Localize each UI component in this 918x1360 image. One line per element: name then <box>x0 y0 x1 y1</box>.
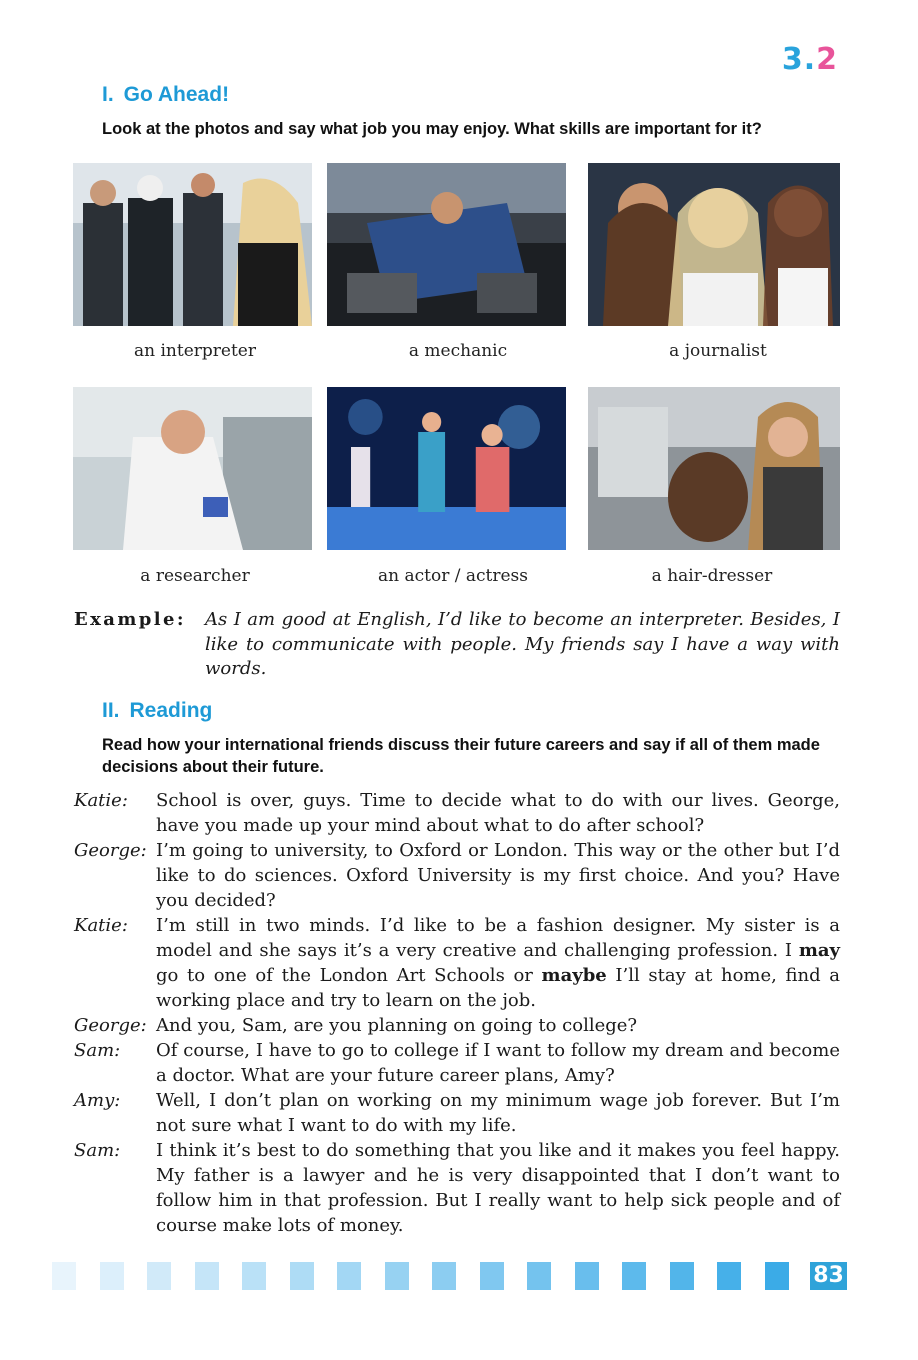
caption-hair-dresser: a hair-dresser <box>651 566 773 586</box>
footer-square <box>480 1262 504 1290</box>
dialogue-line <box>74 838 840 913</box>
section-heading-go-ahead <box>102 83 229 107</box>
caption-researcher: a researcher <box>140 566 250 586</box>
footer-square <box>575 1262 599 1290</box>
photo-journalist <box>588 163 840 326</box>
dialogue-line <box>74 1013 840 1038</box>
photo-interpreter <box>73 163 312 326</box>
footer-square <box>100 1262 124 1290</box>
speech-part: go to one of the London Art Schools or <box>156 965 542 986</box>
speech: And you, Sam, are you planning on going to college? <box>156 1015 638 1036</box>
footer-square <box>717 1262 741 1290</box>
speech: School is over, guys. Time to decide what to do with our lives. George, have you made up your mind about what to do after school? <box>156 790 840 836</box>
example-text: As I am good at English, I’d like to become an interpreter. Besides, I like to communicate with people. My friends say I have a way with words. <box>205 609 840 679</box>
photo-actor-actress <box>327 387 566 550</box>
speaker: Katie: <box>74 915 128 936</box>
speech-part: I’m still in two minds. I’d like to be a fashion designer. My sister is a model and she says it’s a very creative and challenging profession. I <box>156 915 840 961</box>
footer-square <box>52 1262 76 1290</box>
footer-square <box>290 1262 314 1290</box>
page-number: 83 <box>810 1262 847 1290</box>
example-label: Example: <box>74 609 186 630</box>
dialogue-line <box>74 1138 840 1238</box>
footer-square <box>670 1262 694 1290</box>
caption-actor-actress: an actor / actress <box>378 566 528 586</box>
speech: Well, I don’t plan on working on my minimum wage job forever. But I’m not sure what I want to do with my life. <box>156 1090 840 1136</box>
unit-separator: . <box>803 42 817 77</box>
speaker: George: <box>74 840 147 861</box>
footer-square <box>765 1262 789 1290</box>
section-heading-reading <box>102 699 212 723</box>
footer-square <box>622 1262 646 1290</box>
dialogue-line <box>74 1038 840 1088</box>
footer-square <box>242 1262 266 1290</box>
footer-square <box>432 1262 456 1290</box>
section-number: I. <box>102 83 114 106</box>
unit-minor: 2 <box>816 42 838 77</box>
speaker: Katie: <box>74 790 128 811</box>
dialogue-line <box>74 788 840 838</box>
unit-major: 3 <box>781 42 804 77</box>
caption-mechanic: a mechanic <box>408 341 508 361</box>
speech-bold: may <box>798 940 840 961</box>
speech: I’m going to university, to Oxford or London. This way or the other but I’d like to do sciences. Oxford University is my first choice. And you? Have you decided? <box>156 840 840 911</box>
speaker: Sam: <box>74 1040 121 1061</box>
caption-journalist: a journalist <box>669 341 767 361</box>
speaker: Sam: <box>74 1140 121 1161</box>
speech-part: I’ll stay at home, find a working place and try to learn on the job. <box>156 965 840 1011</box>
photo-hair-dresser <box>588 387 840 550</box>
speaker: Amy: <box>74 1090 121 1111</box>
speech: I think it’s best to do something that you like and it makes you feel happy. My father is a lawyer and he is very disappointed that I don’t want to follow him in that profession. But I really want to help sick people and of course make lots of money. <box>156 1140 840 1236</box>
speech <box>156 913 840 1013</box>
photo-researcher <box>73 387 312 550</box>
speech: Of course, I have to go to college if I want to follow my dream and become a doctor. What are your future career plans, Amy? <box>156 1040 840 1086</box>
caption-interpreter: an interpreter <box>134 341 256 361</box>
footer-square <box>337 1262 361 1290</box>
footer-square <box>147 1262 171 1290</box>
section-title: Reading <box>129 699 213 722</box>
section-title: Go Ahead! <box>123 83 230 106</box>
footer-square <box>385 1262 409 1290</box>
dialogue <box>74 788 840 1238</box>
section-number: II. <box>102 699 120 722</box>
dialogue-line <box>74 1088 840 1138</box>
instruction-reading: Read how your international friends discuss their future careers and say if all of them made decisions about their future. <box>102 736 820 776</box>
speaker: George: <box>74 1015 147 1036</box>
speech-bold: maybe <box>541 965 607 986</box>
footer-decoration <box>0 1262 918 1292</box>
dialogue-line <box>74 913 840 1013</box>
instruction-go-ahead: Look at the photos and say what job you may enjoy. What skills are important for it? <box>102 120 762 138</box>
unit-number <box>782 42 838 77</box>
photo-mechanic <box>327 163 566 326</box>
footer-square <box>527 1262 551 1290</box>
footer-square <box>195 1262 219 1290</box>
